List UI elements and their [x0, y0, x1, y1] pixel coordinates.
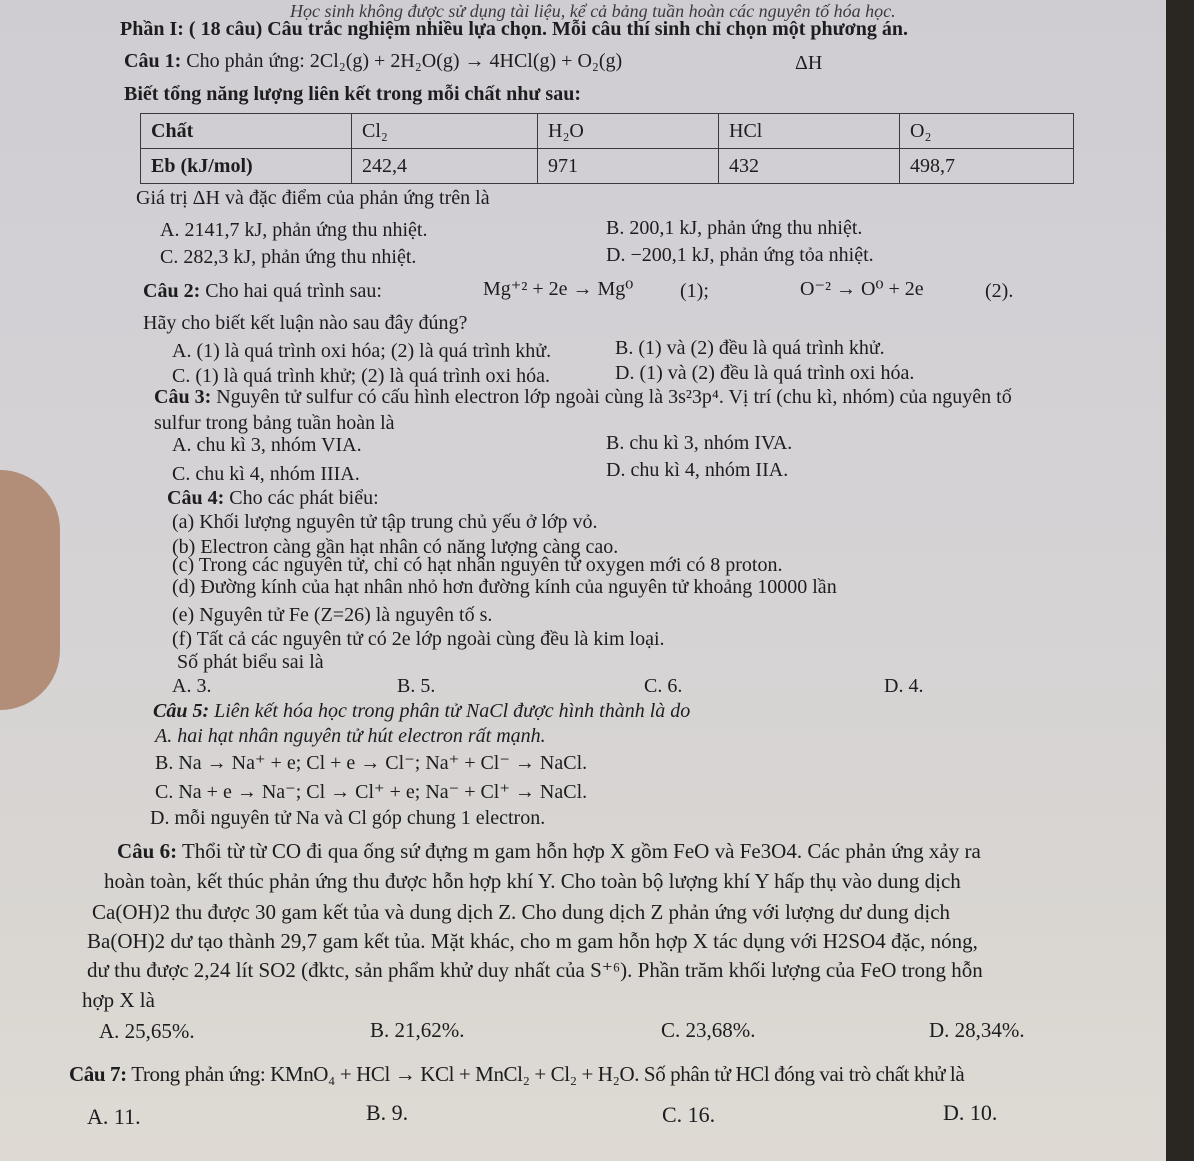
q4-line — [167, 486, 379, 510]
q5-option-a: A. hai hạt nhân nguyên tử hút electron rất mạnh. — [155, 725, 546, 747]
table-header-row — [141, 114, 1074, 149]
q4-option-d: D. 4. — [884, 675, 924, 697]
q1-question: Giá trị ΔH và đặc điểm của phản ứng trên là — [136, 187, 490, 209]
q2-process-2: O⁻² → O⁰ + 2e — [800, 278, 924, 300]
q2-option-b: B. (1) và (2) đều là quá trình khử. — [615, 337, 885, 359]
table-cell: Eb (kJ/mol) — [141, 149, 352, 184]
q4-statement-c: (c) Trong các nguyên tử, chỉ có hạt nhân nguyên tử oxygen mới có 8 proton. — [172, 554, 783, 576]
q5-line — [153, 699, 690, 723]
part1-title: Phần I: ( 18 câu) Câu trắc nghiệm nhiều lựa chọn. Mỗi câu thí sinh chỉ chọn một phương án. — [120, 18, 908, 40]
q4-statement-d: (d) Đường kính của hạt nhân nhỏ hơn đường kính của nguyên tử khoảng 10000 lần — [172, 576, 837, 598]
q6-line-5: dư thu được 2,24 lít SO2 (đktc, sản phẩm khử duy nhất của S⁺⁶). Phần trăm khối lượng của FeO trong hỗn — [87, 958, 983, 982]
q1-prompt: Cho phản ứng: — [186, 50, 305, 72]
q1-label: Câu 1: — [124, 50, 182, 72]
q4-option-c: C. 6. — [644, 675, 683, 697]
q1-option-c: C. 282,3 kJ, phản ứng thu nhiệt. — [160, 246, 417, 268]
q7-option-b: B. 9. — [366, 1100, 409, 1125]
q1-reaction: 2Cl₂(g) + 2H₂O(g) → 4HCl(g) + O₂(g) — [309, 50, 623, 72]
q1-intro: Biết tổng năng lượng liên kết trong mỗi chất như sau: — [124, 83, 581, 105]
q7-line — [69, 1062, 964, 1086]
q7-option-c: C. 16. — [662, 1102, 716, 1127]
q5-option-d: D. mỗi nguyên tử Na và Cl góp chung 1 electron. — [150, 807, 546, 829]
q1-line — [124, 49, 622, 73]
q4-statement-f: (f) Tất cả các nguyên tử có 2e lớp ngoài cùng đều là kim loại. — [172, 628, 665, 650]
q3-option-a: A. chu kì 3, nhóm VIA. — [172, 434, 362, 456]
q2-line — [143, 279, 382, 303]
q1-option-a: A. 2141,7 kJ, phản ứng thu nhiệt. — [160, 219, 428, 241]
q7-option-a: A. 11. — [87, 1104, 141, 1129]
q2-label: Câu 2: — [143, 280, 201, 302]
q1-dh: ΔH — [795, 52, 823, 74]
q7-option-d: D. 10. — [943, 1100, 998, 1125]
q3-option-d: D. chu kì 4, nhóm IIA. — [606, 459, 789, 481]
q2-process-1-num: (1); — [680, 280, 709, 302]
q4-option-b: B. 5. — [397, 675, 436, 697]
q1-option-b: B. 200,1 kJ, phản ứng thu nhiệt. — [606, 217, 863, 239]
table-cell: 242,4 — [352, 149, 538, 184]
table-cell: H₂O — [538, 114, 719, 149]
q3-option-b: B. chu kì 3, nhóm IVA. — [606, 432, 793, 454]
q6-option-c: C. 23,68%. — [661, 1018, 756, 1042]
q7-label: Câu 7: — [69, 1062, 127, 1086]
q4-statement-b: (b) Electron càng gần hạt nhân có năng lượng càng cao. — [172, 536, 619, 558]
bond-energy-table — [140, 113, 1074, 184]
q3-line-2: sulfur trong bảng tuần hoàn là — [154, 412, 395, 434]
q5-label: Câu 5: — [153, 700, 210, 722]
q2-option-c: C. (1) là quá trình khử; (2) là quá trình oxi hóa. — [172, 365, 550, 387]
q6-text-1: Thổi từ từ CO đi qua ống sứ đựng m gam hỗn hợp X gồm FeO và Fe3O4. Các phản ứng xảy ra — [181, 839, 981, 863]
q4-ask: Số phát biểu sai là — [177, 651, 324, 673]
q4-statement-a: (a) Khối lượng nguyên tử tập trung chủ yếu ở lớp vỏ. — [172, 511, 598, 533]
q2-prompt: Cho hai quá trình sau: — [205, 280, 382, 302]
table-cell: 432 — [719, 149, 900, 184]
q6-line-3: Ca(OH)2 thu được 30 gam kết tủa và dung dịch Z. Cho dung dịch Z phản ứng với lượng dư dung dịch — [92, 900, 951, 924]
q6-line-2: hoàn toàn, kết thúc phản ứng thu được hỗn hợp khí Y. Cho toàn bộ lượng khí Y hấp thụ vào dung dịch — [104, 869, 961, 893]
q7-text: Trong phản ứng: KMnO₄ + HCl → KCl + MnCl₂ + Cl₂ + H₂O. Số phân tử HCl đóng vai trò chất khử là — [131, 1062, 965, 1086]
q2-process-1: Mg⁺² + 2e → Mg⁰ — [483, 278, 634, 300]
q6-option-d: D. 28,34%. — [929, 1018, 1025, 1042]
header-note: Học sinh không được sử dụng tài liệu, kể cả bảng tuần hoàn các nguyên tố hóa học. — [290, 1, 896, 21]
q1-option-d: D. −200,1 kJ, phản ứng tỏa nhiệt. — [606, 244, 874, 266]
q4-statement-e: (e) Nguyên tử Fe (Z=26) là nguyên tố s. — [172, 604, 493, 626]
q6-line-1 — [117, 839, 981, 863]
table-row — [141, 149, 1074, 184]
table-cell: 971 — [538, 149, 719, 184]
table-cell: O₂ — [900, 114, 1074, 149]
q6-line-6: hợp X là — [82, 988, 155, 1012]
q2-process-2-num: (2). — [985, 280, 1014, 302]
q6-option-b: B. 21,62%. — [370, 1018, 465, 1042]
q2-option-a: A. (1) là quá trình oxi hóa; (2) là quá trình khử. — [172, 340, 552, 362]
table-cell: Cl₂ — [352, 114, 538, 149]
q2-option-d: D. (1) và (2) đều là quá trình oxi hóa. — [615, 362, 915, 384]
q6-line-4: Ba(OH)2 dư tạo thành 29,7 gam kết tủa. Mặt khác, cho m gam hỗn hợp X tác dụng với H2SO4 đặc, nóng, — [87, 929, 978, 953]
q4-label: Câu 4: — [167, 487, 225, 509]
q3-option-c: C. chu kì 4, nhóm IIIA. — [172, 463, 360, 485]
table-cell: 498,7 — [900, 149, 1074, 184]
q3-label: Câu 3: — [154, 386, 212, 408]
q3-line-1 — [154, 385, 1012, 409]
q4-prompt: Cho các phát biểu: — [229, 487, 379, 509]
q3-text: Nguyên tử sulfur có cấu hình electron lớp ngoài cùng là 3s²3p⁴. Vị trí (chu kì, nhóm) của nguyên tố — [216, 386, 1012, 408]
q6-option-a: A. 25,65%. — [99, 1019, 195, 1043]
q5-option-c: C. Na + e → Na⁻; Cl → Cl⁺ + e; Na⁻ + Cl⁺ → NaCl. — [155, 781, 588, 803]
table-cell: Chất — [141, 114, 352, 149]
thumb — [0, 470, 60, 710]
q4-option-a: A. 3. — [172, 675, 212, 697]
q2-question: Hãy cho biết kết luận nào sau đây đúng? — [143, 312, 468, 334]
q5-option-b: B. Na → Na⁺ + e; Cl + e → Cl⁻; Na⁺ + Cl⁻ → NaCl. — [155, 752, 588, 774]
table-cell: HCl — [719, 114, 900, 149]
q6-label: Câu 6: — [117, 839, 178, 863]
q5-prompt: Liên kết hóa học trong phân tử NaCl được hình thành là do — [214, 700, 691, 722]
